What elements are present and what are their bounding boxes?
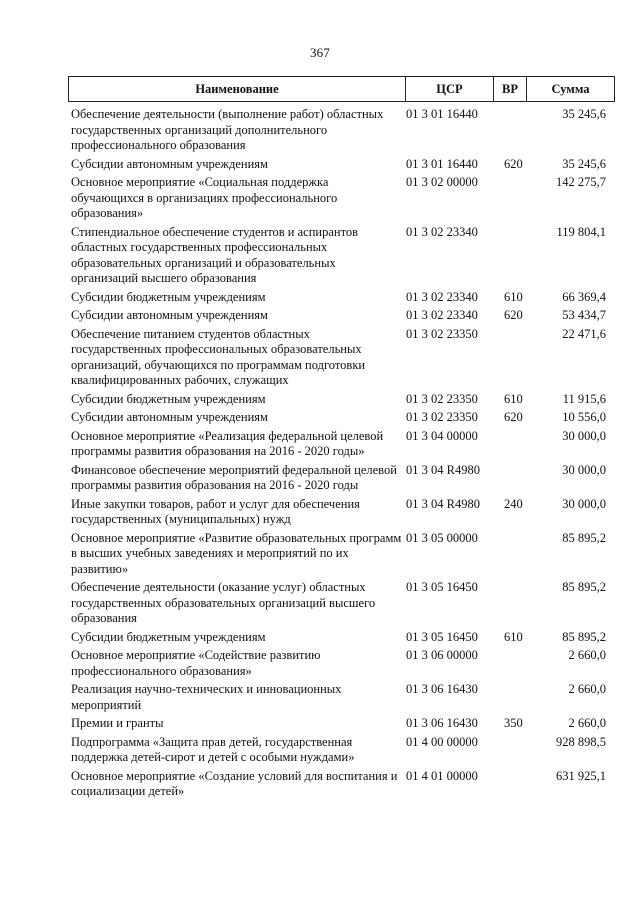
row-sum: 30 000,0 [562, 462, 606, 477]
row-csr: 01 3 06 00000 [406, 648, 478, 662]
header-csr: ЦСР [406, 77, 494, 101]
row-name: Обеспечение деятельности (оказание услуг) областных государственных образовательных организаций высшего образования [71, 580, 376, 625]
row-csr: 01 3 04 R4980 [406, 462, 480, 477]
row-sum: 142 275,7 [556, 175, 606, 189]
row-name: Основное мероприятие «Реализация федеральной целевой программы развития образования на 2016 - 2020 годы» [71, 428, 384, 458]
row-sum: 119 804,1 [556, 224, 606, 239]
table-row [68, 308, 615, 324]
row-name: Обеспечение питанием студентов областных государственных профессиональных образовательных организаций, обучающихся по программам подготовки квалифицированных рабочих, служащих [71, 326, 366, 387]
row-vr [504, 735, 536, 766]
row-name: Премии и гранты [71, 716, 164, 730]
row-sum: 30 000,0 [562, 496, 606, 511]
row-name: Субсидии автономным учреждениям [71, 156, 268, 171]
row-vr: 240 [504, 496, 523, 511]
row-vr: 610 [504, 629, 523, 644]
row-name: Субсидии автономным учреждениям [71, 308, 268, 322]
row-name: Финансовое обеспечение мероприятий федеральной целевой программы развития образования на 2016 - 2020 годы [71, 462, 397, 492]
row-vr: 610 [504, 289, 523, 304]
table-row [68, 497, 615, 528]
row-sum: 22 471,6 [562, 326, 606, 341]
row-sum: 85 895,2 [562, 530, 606, 545]
row-csr: 01 3 05 16450 [406, 580, 478, 594]
row-name: Основное мероприятие «Социальная поддержка обучающихся в организациях профессионального образования» [71, 175, 338, 220]
row-vr: 610 [504, 391, 523, 406]
table-row [68, 225, 615, 287]
table-row [68, 290, 615, 306]
row-csr: 01 3 06 16430 [406, 716, 478, 730]
row-vr [504, 225, 536, 287]
row-name: Реализация научно-технических и инновационных мероприятий [71, 682, 342, 712]
row-vr [504, 648, 536, 679]
row-sum: 2 660,0 [568, 682, 606, 696]
row-csr: 01 3 05 00000 [406, 530, 478, 545]
row-vr: 620 [504, 156, 523, 171]
row-csr: 01 3 02 23350 [406, 410, 478, 424]
table-row [68, 175, 615, 222]
table-header [68, 76, 615, 102]
row-csr: 01 4 00 00000 [406, 734, 478, 749]
row-name: Субсидии автономным учреждениям [71, 410, 268, 424]
row-sum: 2 660,0 [568, 716, 606, 730]
row-sum: 11 915,6 [562, 391, 606, 406]
row-csr: 01 3 01 16440 [406, 156, 478, 171]
header-sum: Сумма [551, 81, 590, 96]
row-sum: 30 000,0 [562, 428, 606, 443]
row-vr [504, 429, 536, 460]
table-row [68, 580, 615, 627]
row-csr: 01 3 04 R4980 [406, 496, 480, 511]
row-csr: 01 3 02 23350 [406, 391, 478, 406]
header-vr: ВР [494, 77, 527, 101]
table-row [68, 648, 615, 679]
row-name: Субсидии бюджетным учреждениям [71, 289, 266, 304]
row-csr: 01 3 05 16450 [406, 629, 478, 644]
table-row [68, 463, 615, 494]
row-sum: 53 434,7 [562, 308, 606, 322]
page-number: 367 [309, 45, 331, 60]
row-sum: 2 660,0 [568, 648, 606, 662]
row-csr: 01 3 02 23340 [406, 289, 478, 304]
table-row [68, 769, 615, 800]
row-name: Субсидии бюджетным учреждениям [71, 629, 266, 644]
row-csr: 01 3 02 00000 [406, 175, 478, 189]
table-row [68, 392, 615, 408]
table-body [68, 107, 615, 803]
row-csr: 01 3 02 23350 [406, 326, 478, 341]
row-sum: 66 369,4 [562, 289, 606, 304]
row-vr [504, 580, 536, 627]
row-sum: 85 895,2 [562, 629, 606, 644]
row-csr: 01 3 02 23340 [406, 308, 478, 322]
row-vr [504, 107, 536, 154]
row-vr [504, 327, 536, 389]
row-name: Основное мероприятие «Развитие образовательных программ в высших учебных заведениях и мероприятий по их развитию» [71, 530, 402, 576]
table-row [68, 735, 615, 766]
row-sum: 631 925,1 [556, 768, 606, 783]
table-row [68, 531, 615, 578]
table-row [68, 107, 615, 154]
row-csr: 01 3 04 00000 [406, 428, 478, 443]
row-sum: 85 895,2 [562, 580, 606, 594]
row-name: Стипендиальное обеспечение студентов и аспирантов областных государственных профессиональных образовательных организаций и образовательных организаций высшего образования [71, 224, 359, 285]
table-row [68, 630, 615, 646]
row-vr [504, 682, 536, 713]
row-csr: 01 3 02 23340 [406, 224, 478, 239]
row-name: Основное мероприятие «Содействие развитию профессионального образования» [71, 648, 321, 678]
row-name: Субсидии бюджетным учреждениям [71, 391, 266, 406]
row-vr [504, 531, 536, 578]
row-vr: 620 [504, 410, 523, 424]
row-vr [504, 175, 536, 222]
row-vr: 620 [504, 308, 523, 322]
row-name: Основное мероприятие «Создание условий для воспитания и социализации детей» [71, 768, 398, 798]
row-name: Обеспечение деятельности (выполнение работ) областных государственных организаций дополнительного профессионального образования [71, 107, 384, 152]
row-vr [504, 463, 536, 494]
row-sum: 928 898,5 [556, 734, 606, 749]
table-row [68, 429, 615, 460]
row-sum: 35 245,6 [562, 107, 606, 121]
table-row [68, 410, 615, 426]
row-csr: 01 3 01 16440 [406, 107, 478, 121]
table-row [68, 327, 615, 389]
row-name: Подпрограмма «Защита прав детей, государственная поддержка детей-сирот и детей с особыми нуждами» [71, 734, 355, 764]
row-name: Иные закупки товаров, работ и услуг для обеспечения государственных (муниципальных) нужд [71, 496, 360, 526]
table-row [68, 157, 615, 173]
row-csr: 01 4 01 00000 [406, 768, 478, 783]
row-csr: 01 3 06 16430 [406, 682, 478, 696]
table-row [68, 716, 615, 732]
row-sum: 10 556,0 [562, 410, 606, 424]
row-vr [504, 769, 536, 800]
table-row [68, 682, 615, 713]
row-vr: 350 [504, 716, 523, 730]
row-sum: 35 245,6 [562, 156, 606, 171]
header-name: Наименование [69, 77, 406, 101]
